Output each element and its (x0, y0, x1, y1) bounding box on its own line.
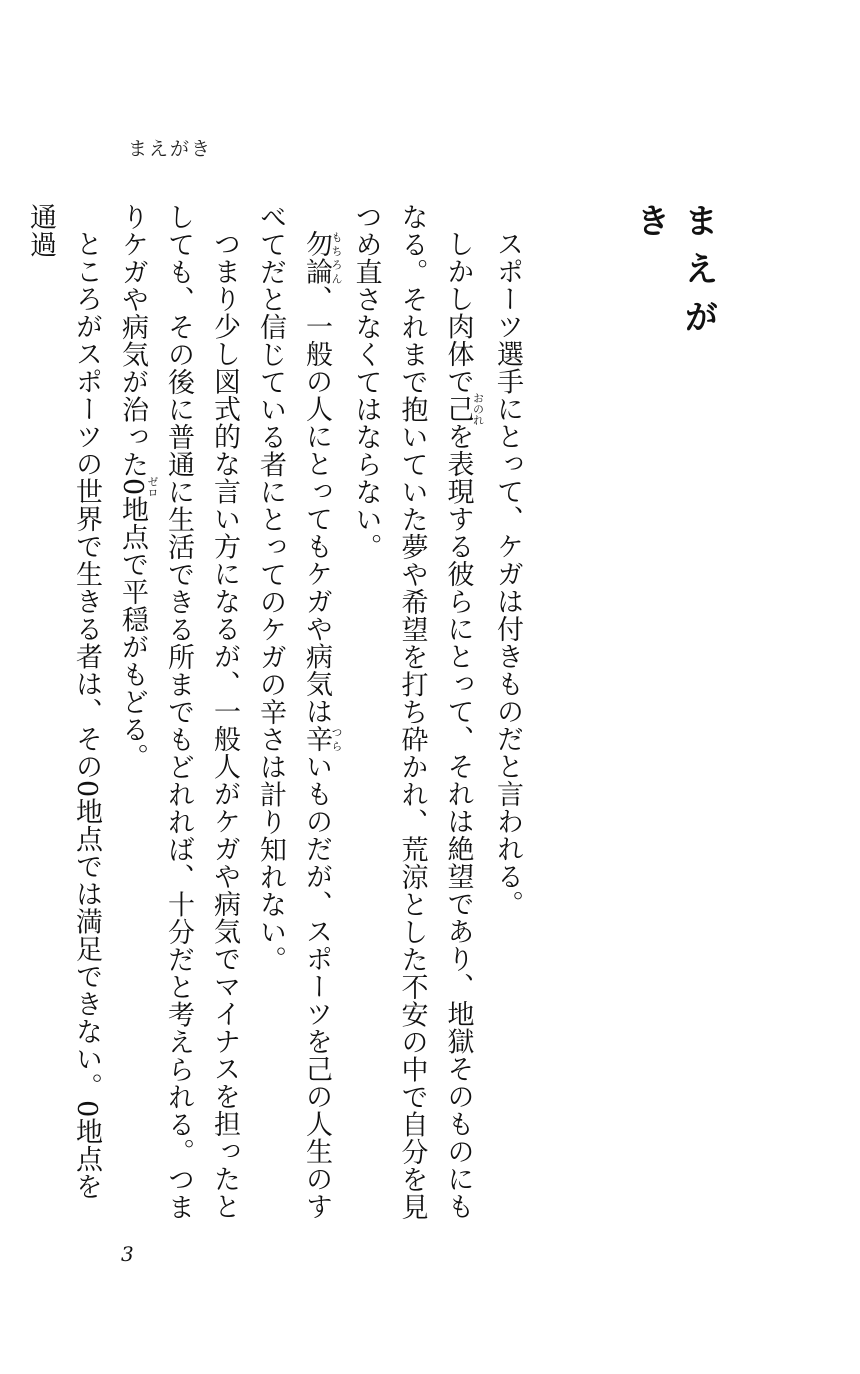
text-run: 、一般の人にとってもケガや病気は (301, 285, 332, 725)
ruby-reading: つら (330, 725, 343, 753)
ruby-annotation (117, 475, 159, 498)
ruby-base: 0 (117, 475, 148, 498)
paragraph (343, 203, 485, 1223)
text-run: を表現する彼らにとって、それは絶望であり、地獄そのものにもなる。それまで抱いていた夢や希望を打ち砕かれ、荒涼とした不安の中で自分を見つめ直さなくてはならない。 (350, 203, 474, 1221)
ruby-reading: ゼロ (146, 475, 159, 498)
ruby-reading: おのれ (471, 392, 485, 426)
ruby-base: 辛 (301, 725, 332, 753)
text-run: しかし肉体で (442, 230, 474, 395)
ruby-annotation (301, 725, 343, 753)
ruby-reading: もちろん (330, 230, 343, 285)
paragraph (247, 203, 343, 1223)
text-run: 地点で平穏がもどる。 (117, 495, 148, 771)
text-run: つまり少し図式的な言い方になるが、一般人がケガや病気でマイナスを担ったとしても、その後に普通に生活できる所までもどれれば、十分だと考えられる。つまりケガや病気が治った (117, 203, 240, 1221)
running-head: まえがき (128, 138, 213, 160)
ruby-base: 己 (442, 392, 474, 426)
paragraph (17, 203, 109, 1223)
paragraph (109, 203, 247, 1223)
body-text (17, 203, 530, 1223)
text-run: スポーツ選手にとって、ケガは付きものだと言われる。 (492, 230, 523, 918)
text-run: いものだが、スポーツを己の人生のすべてだと信じている者にとってのケガの辛さは計り知れない。 (255, 203, 332, 1220)
chapter-title: まえがき (630, 203, 718, 347)
paragraph (484, 203, 530, 1223)
page-number: 3 (121, 1242, 134, 1266)
ruby-annotation (301, 230, 343, 285)
ruby-base: 勿論 (301, 230, 332, 285)
ruby-annotation (442, 392, 485, 426)
text-run: ところがスポーツの世界で生きる者は、その0地点では満足できない。0地点を通過 (25, 203, 102, 1201)
